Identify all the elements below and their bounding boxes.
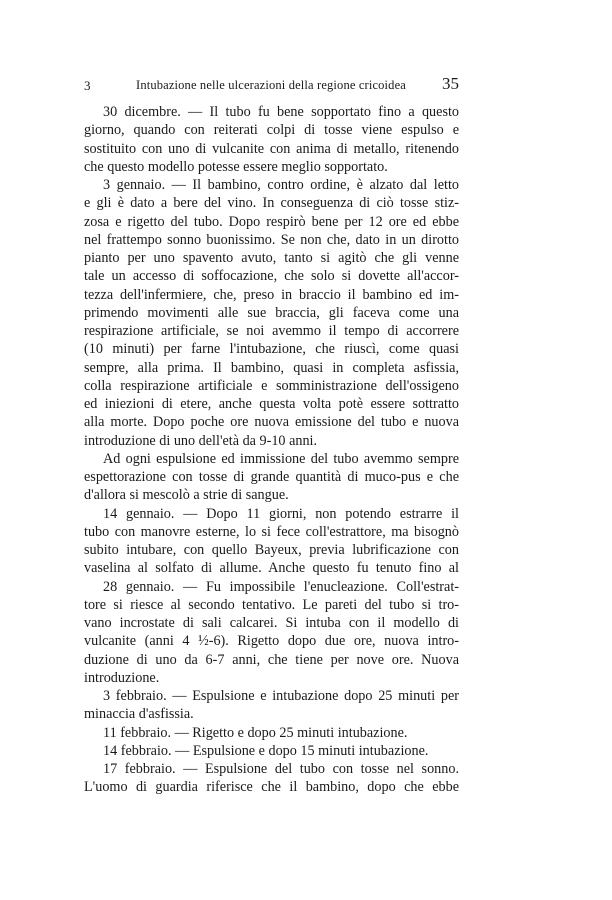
text-line: vulcanite (anni 4 ½-6). Rigetto dopo due ore, nuova intro- (84, 633, 459, 650)
text-line: ed iniezioni di etere, anche questa volta potè essere sottratto (84, 396, 459, 412)
text-line: respirazione artificiale, se noi avemmo il tempo di accorrere (84, 323, 459, 339)
text-line: 3 gennaio. — Il bambino, contro ordine, è alzato dal letto (103, 177, 459, 193)
text-line: colla respirazione artificiale e somministrazione dell'ossigeno (84, 377, 459, 394)
text-line: duzione di uno da 6-7 anni, che tiene per nove ore. Nuova (84, 651, 459, 668)
text-line: vano incrostate di sali calcarei. Si intuba con il modello di (84, 615, 459, 631)
text-line: minaccia d'asfissia. (84, 706, 194, 723)
text-line: tore si riesce al secondo tentativo. Le pareti del tubo si tro- (84, 596, 459, 613)
text-line: introduzione. (84, 669, 160, 686)
text-line: L'uomo di guardia riferisce che il bambino, dopo che ebbe (84, 779, 459, 796)
text-line: 11 febbraio. — Rigetto e dopo 25 minuti intubazione. (103, 724, 408, 741)
text-line: introduzione di uno dell'età da 9-10 anni. (84, 432, 318, 449)
text-line: 30 dicembre. — Il tubo fu bene sopportato fino a questo (103, 104, 459, 120)
text-line: nel frattempo sonno buonissimo. Se non che, dato in un dirotto (84, 231, 459, 248)
text-line: 28 gennaio. — Fu impossibile l'enucleazione. Coll'estrat- (103, 578, 459, 595)
text-line: 17 febbraio. — Espulsione del tubo con tosse nel sonno. (103, 761, 459, 777)
text-line: giorno, quando con reiterati colpi di tosse viene espulso e (84, 122, 459, 139)
running-header (84, 74, 459, 98)
text-line: tezza dell'infermiere, che, preso in braccio il bambino ed im- (84, 286, 459, 303)
text-line: 14 febbraio. — Espulsione e dopo 15 minuti intubazione. (103, 742, 429, 759)
text-line: (10 minuti) per farne l'intubazione, che riuscì, come quasi (84, 341, 459, 358)
text-line: 14 gennaio. — Dopo 11 giorni, non potendo estrarre il (103, 505, 459, 522)
page-number: 35 (442, 74, 459, 93)
body-text (84, 103, 459, 797)
text-line: tubo con manovre esterne, lo si fece coll'estrattore, ma bisognò (84, 523, 459, 540)
text-line: pianto per uno spavento avuto, tanto si agitò che gli venne (84, 250, 459, 266)
text-line: d'allora si mescolò a strie di sangue. (84, 487, 289, 504)
text-line: espettorazione con tosse di grande quantità di muco-pus e che (84, 469, 459, 485)
text-line: 3 febbraio. — Espulsione e intubazione dopo 25 minuti per (103, 688, 459, 704)
text-line: Ad ogni espulsione ed immissione del tubo avemmo sempre (103, 450, 459, 467)
text-line: sostituito con uno di vulcanite con anima di metallo, ritenendo (84, 140, 459, 157)
text-line: subito intubare, con quello Bayeux, previa lubrificazione con (84, 542, 459, 558)
text-line: primendo movimenti alle sue braccia, gli faceva come una (84, 304, 459, 321)
text-line: sempre, alla prima. Il bambino, quasi in completa asfissia, (84, 359, 459, 376)
text-line: vaselina al solfato di allume. Anche questo fu tenuto fino al (84, 560, 459, 577)
text-line: zosa e rigetto del tubo. Dopo respirò bene per 12 ore ed ebbe (84, 213, 459, 230)
text-line: alla morte. Dopo poche ore nuova emissione del tubo e nuova (84, 414, 459, 431)
header-left-number: 3 (84, 78, 91, 93)
running-title: Intubazione nelle ulcerazioni della regione cricoidea (136, 78, 406, 92)
text-line: tale un accesso di soffocazione, che solo si dovette all'accor- (84, 268, 459, 285)
text-line: che questo modello potesse essere meglio sopportato. (84, 158, 388, 175)
text-line: e gli è dato a bere del vino. In conseguenza di ciò tosse stiz- (84, 195, 459, 212)
